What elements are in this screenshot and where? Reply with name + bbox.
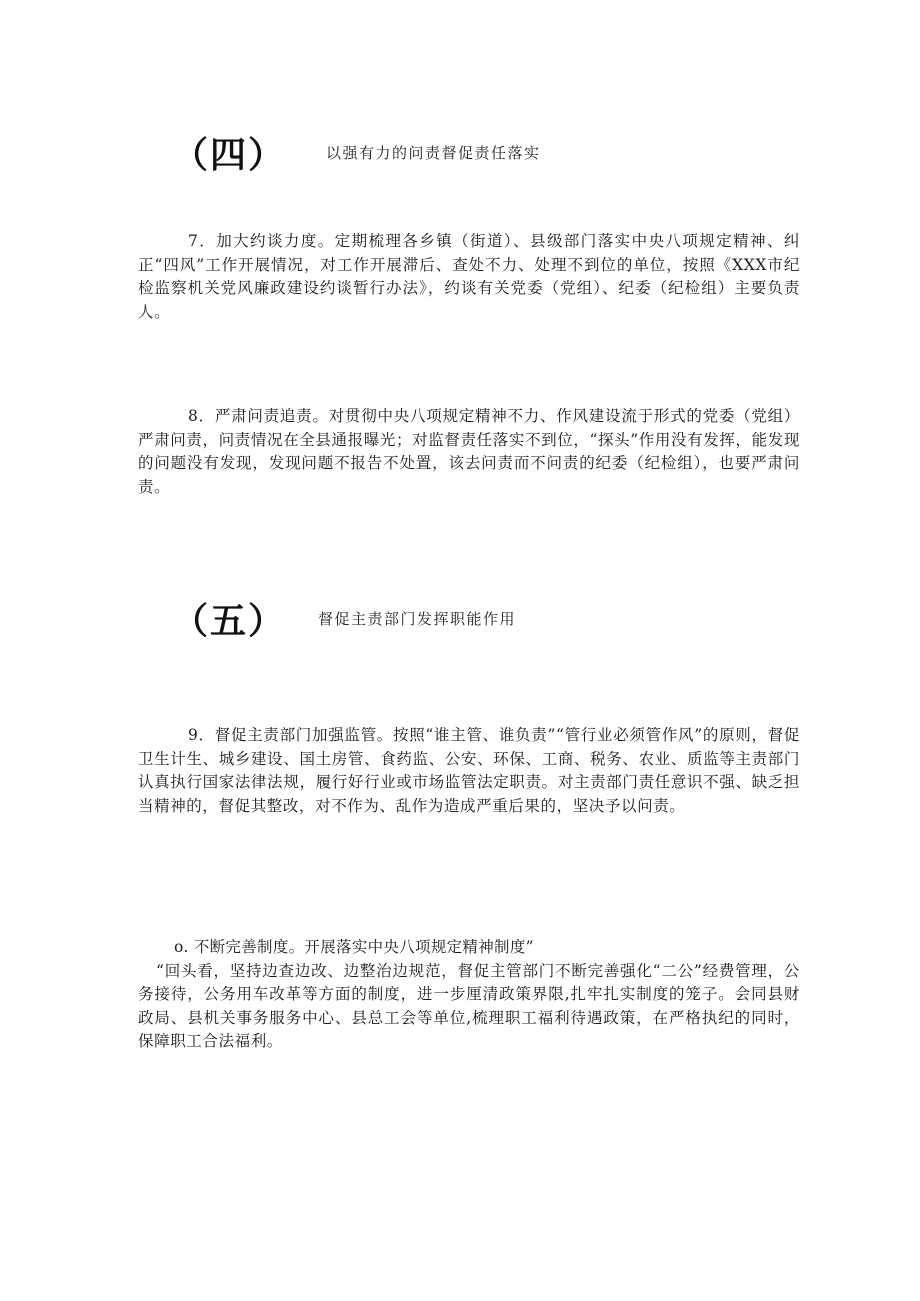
section-title: 以强有力的问责督促责任落实 [326, 143, 541, 162]
paragraph-10 [138, 936, 800, 1054]
section-number: （四） [172, 134, 287, 176]
section-heading-4 [172, 127, 541, 177]
paragraph-9: 9．督促主责部门加强监管。按照“谁主管、谁负责”“管行业必须管作风”的原则，督促卫生计生、城乡建设、国土房管、食药监、公安、环保、工商、税务、农业、质监等主责部门认真执行国家法律法规，履行好行业或市场监管法定职责。对主责部门责任意识不强、缺乏担当精神的，督促其整改，对不作为、乱作为造成严重后果的，坚决予以问责。 [138, 726, 800, 815]
paragraph-8: 8．严肃问责追责。对贯彻中央八项规定精神不力、作风建设流于形式的党委（党组）严肃问责，问责情况在全县通报曝光；对监督责任落实不到位，“探头”作用没有发挥，能发现的问题没有发现，发现问题不报告不处置，该去问责而不问责的纪委（纪检组），也要严肃问责。 [138, 407, 800, 496]
paragraph-7: 7．加大约谈力度。定期梳理各乡镇（街道）、县级部门落实中央八项规定精神、纠正“四风”工作开展情况，对工作开展滞后、查处不力、处理不到位的单位，按照《XXX市纪检监察机关党风廉政建设约谈暂行办法》，约谈有关党委（党组）、纪委（纪检组）主要负责人。 [138, 232, 800, 321]
section-title: 督促主责部门发挥职能作用 [318, 609, 517, 628]
section-heading-5 [172, 593, 516, 643]
section-number: （五） [172, 600, 287, 642]
paragraph-10-first-line: o. 不断完善制度。开展落实中央八项规定精神制度” [174, 938, 534, 956]
paragraph-10-body: “回头看，坚持边查边改、边整治边规范，督促主管部门不断完善强化“二公”经费管理，公务接待，公务用车改革等方面的制度，进一步厘清政策界限,扎牢扎实制度的笼子。会同县财政局、县机关事务服务中心、县总工会等单位,梳理职工福利待遇政策，在严格执纪的同时，保障职工合法福利。 [138, 961, 800, 1050]
